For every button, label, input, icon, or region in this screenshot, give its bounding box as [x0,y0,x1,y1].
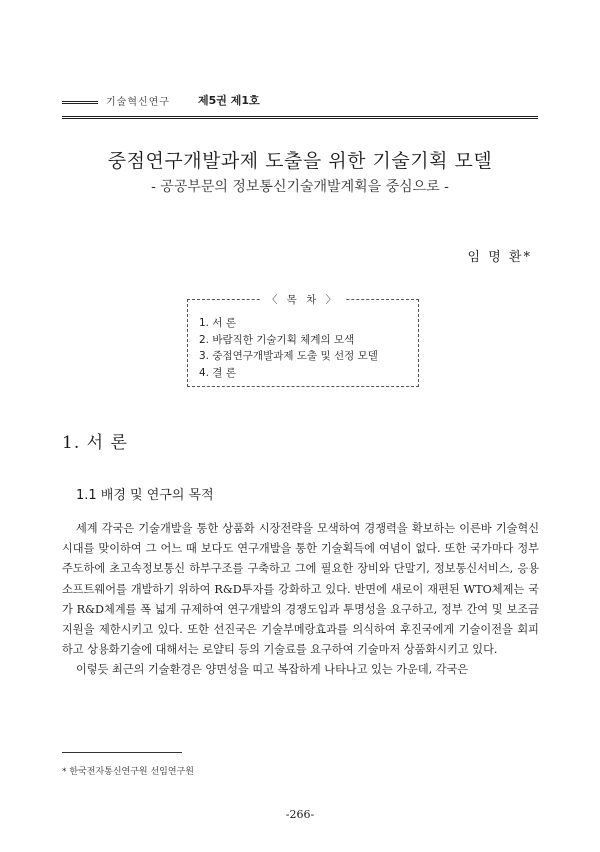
toc-list [188,300,418,381]
paragraph: 세계 각국은 기술개발을 통한 상품화 시장전략을 모색하여 경쟁력을 확보하는 이른바 기술혁신 시대를 맞이하여 그 어느 때 보다도 연구개발을 통한 기술획득에 여념이 없다. 또한 국가마다 정부주도하에 초고속정보통신 하부구조를 구축하고 그에 필요한 장비와 단말기, 정보통신서비스, 응용소프트웨어를 개발하기 위하여 R&D투자를 강화하고 있다. 반면에 새로이 재편된 WTO체제는 국가 R&D체계를 폭 넓게 규제하여 연구개발의 경쟁도입과 투명성을 요구하고, 정부 간여 및 보조금지원을 제한시키고 있다. 또한 선진국은 기술부메랑효과를 의식하여 후진국에게 기술이전을 회피하고 상용화기술에 대해서는 로얄티 등의 기술료를 요구하여 기술마저 상품화시키고 있다. [62,522,539,657]
toc-item: 3. 중점연구개발과제 도출 및 선정 모델 [199,350,378,362]
toc-title: 〈 목 차 〉 [261,294,345,306]
paragraph: 이렇듯 최근의 기술환경은 양면성을 띠고 복잡하게 나타나고 있는 가운데, 각국은 [76,663,469,677]
toc-item: 1. 서 론 [199,317,236,329]
footnote: * 한국전자통신연구원 선임연구원 [62,767,194,777]
footnote-rule [62,752,182,753]
toc-title-wrap [188,292,418,307]
author-name: 임 명 환* [467,250,532,265]
journal-name: 기술혁신연구 [106,97,170,108]
table-of-contents [187,294,419,387]
page-number: -266- [285,808,315,821]
subsection-heading: 1.1 배경 및 연구의 목적 [76,488,214,503]
section-heading: 1. 서 론 [62,433,128,453]
paper-subtitle: - 공공부문의 정보통신기술개발계획을 중심으로 - [151,179,449,195]
body-text [62,519,539,681]
running-header [62,92,538,119]
journal-issue: 제5권 제1호 [198,94,260,107]
paper-title: 중점연구개발과제 도출을 위한 기술기획 모델 [107,150,493,172]
toc-item: 2. 바람직한 기술기획 체계의 모색 [199,333,355,346]
header-rule [62,101,98,104]
toc-item: 4. 결 론 [199,366,236,379]
